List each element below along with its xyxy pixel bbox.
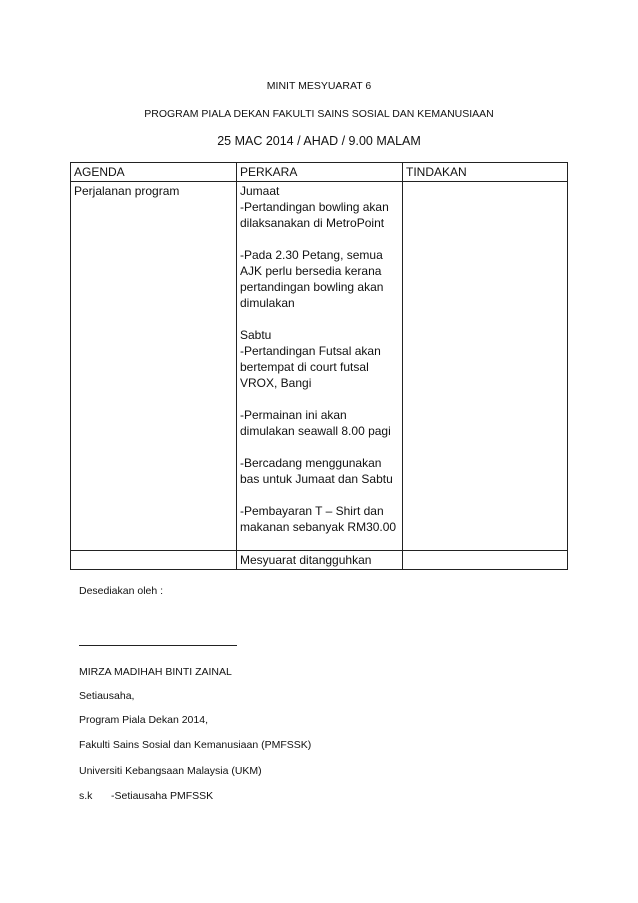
table-row (71, 551, 568, 570)
perkara-paragraph: -Pembayaran T – Shirt dan makanan sebanyak RM30.00 (240, 504, 397, 534)
signatory-program: Program Piala Dekan 2014, (79, 714, 208, 726)
sk-line (79, 790, 213, 802)
header-perkara: PERKARA (237, 163, 403, 182)
table-header-row (71, 163, 568, 182)
perkara-paragraph: Sabtu -Pertandingan Futsal akan bertempat di court futsal VROX, Bangi (240, 328, 381, 390)
perkara-paragraph: -Bercadang menggunakan bas untuk Jumaat dan Sabtu (240, 456, 393, 486)
header-agenda: AGENDA (71, 163, 237, 182)
tindakan-cell (403, 551, 568, 570)
agenda-cell (71, 551, 237, 570)
perkara-cell (237, 182, 403, 551)
table-row (71, 182, 568, 551)
perkara-cell: Mesyuarat ditangguhkan (237, 551, 403, 570)
perkara-paragraph: -Pada 2.30 Petang, semua AJK perlu bersedia kerana pertandingan bowling akan dimulakan (240, 248, 384, 310)
signatory-faculty: Fakulti Sains Sosial dan Kemanusiaan (PMFSSK) (79, 739, 312, 751)
sk-value: -Setiausaha PMFSSK (111, 790, 214, 802)
signatory-university: Universiti Kebangsaan Malaysia (UKM) (79, 765, 262, 777)
prepared-by-label: Desediakan oleh : (79, 585, 164, 597)
perkara-paragraph: Jumaat -Pertandingan bowling akan dilaksanakan di MetroPoint (240, 184, 389, 230)
document-title: MINIT MESYUARAT 6 (266, 80, 372, 92)
header-tindakan: TINDAKAN (403, 163, 568, 182)
sk-label: s.k (79, 790, 93, 802)
signature-line (79, 645, 237, 646)
signatory-name: MIRZA MADIHAH BINTI ZAINAL (79, 666, 232, 678)
perkara-paragraph: -Permainan ini akan dimulakan seawall 8.00 pagi (240, 408, 391, 438)
agenda-cell: Perjalanan program (71, 182, 237, 551)
meeting-date: 25 MAC 2014 / AHAD / 9.00 MALAM (217, 134, 421, 148)
tindakan-cell (403, 182, 568, 551)
program-title: PROGRAM PIALA DEKAN FAKULTI SAINS SOSIAL DAN KEMANUSIAAN (144, 108, 494, 120)
signatory-position: Setiausaha, (79, 690, 135, 702)
minutes-table (70, 162, 568, 570)
